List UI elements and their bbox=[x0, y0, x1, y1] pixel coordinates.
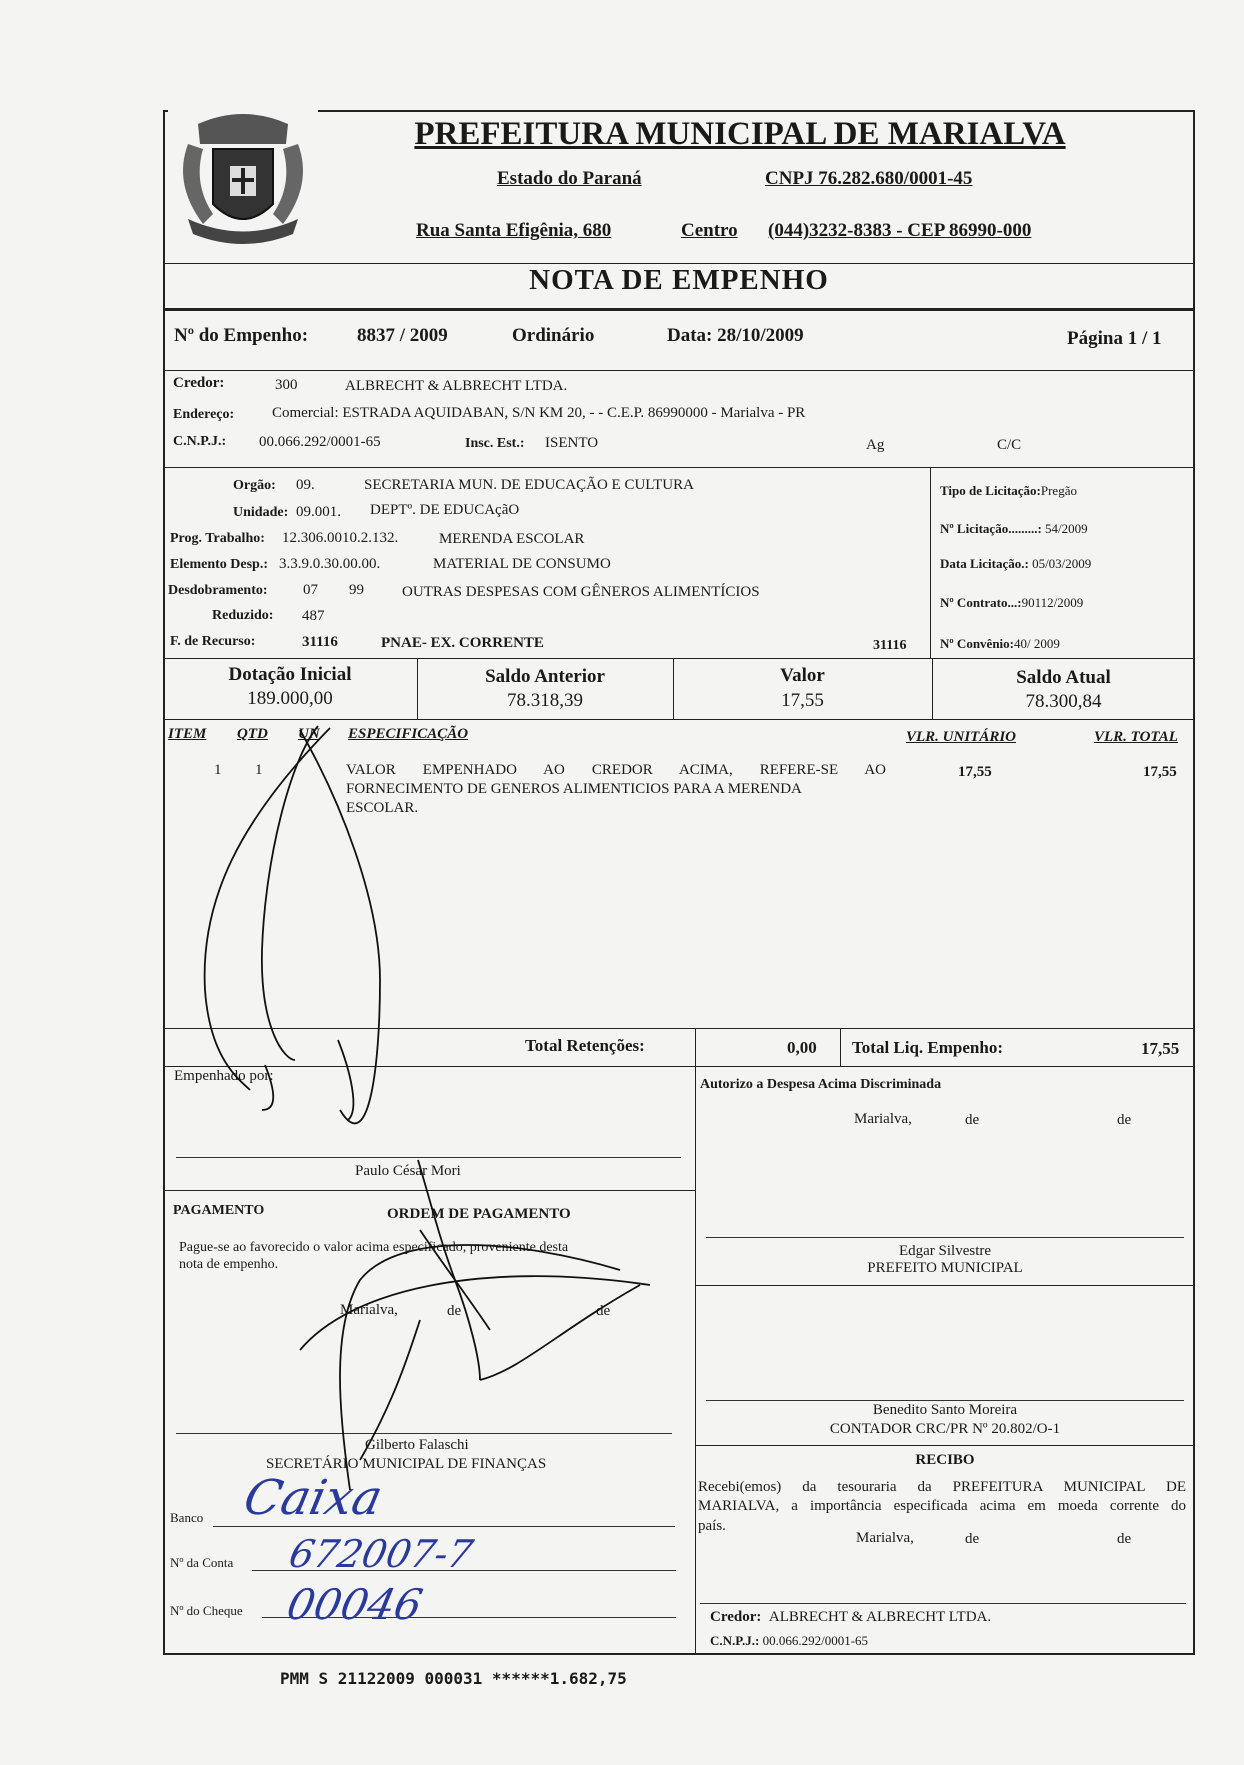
credor-name: ALBRECHT & ALBRECHT LTDA. bbox=[345, 378, 568, 394]
page-title: PREFEITURA MUNICIPAL DE MARIALVA bbox=[414, 116, 1066, 152]
page-number: Página 1 / 1 bbox=[1067, 328, 1162, 349]
conta-value: 672007-7 bbox=[285, 1532, 477, 1576]
retencoes-value: 0,00 bbox=[787, 1038, 817, 1057]
credor-address: Comercial: ESTRADA AQUIDABAN, S/N KM 20, - - C.E.P. 86990000 - Marialva - PR bbox=[272, 405, 806, 421]
banco-label: Banco bbox=[170, 1510, 204, 1525]
row-desc-1: VALOR EMPENHADO AO CREDOR ACIMA, REFERE-SE AO bbox=[346, 762, 886, 778]
desdob-a: 07 bbox=[303, 582, 318, 598]
insc-value: ISENTO bbox=[545, 435, 599, 451]
orgao-label: Orgão: bbox=[233, 478, 276, 493]
contrato-label: Nº Contrato...: bbox=[940, 595, 1022, 610]
insc-label: Insc. Est.: bbox=[465, 436, 525, 451]
liq-value: 17,55 bbox=[1141, 1039, 1180, 1058]
cnpj-field-label: C.N.P.J.: bbox=[173, 434, 227, 449]
secretario-name: Gilberto Falaschi bbox=[365, 1437, 469, 1453]
autorizo-label: Autorizo a Despesa Acima Discriminada bbox=[700, 1077, 942, 1092]
empenho-type: Ordinário bbox=[512, 325, 595, 346]
row-total: 17,55 bbox=[1143, 764, 1177, 780]
secretario-role: SECRETÁRIO MUNICIPAL DE FINANÇAS bbox=[266, 1456, 547, 1472]
payment-stamp: PMM S 21122009 000031 ******1.682,75 bbox=[280, 1669, 627, 1688]
recurso-name: PNAE- EX. CORRENTE bbox=[381, 635, 544, 651]
recibo-text-1: Recebi(emos) da tesouraria da PREFEITURA MUNICIPAL DE bbox=[698, 1479, 1186, 1495]
autorizo-de-1: de bbox=[965, 1112, 980, 1128]
col-un: UN bbox=[298, 726, 320, 742]
row-qtd: 1 bbox=[255, 762, 263, 778]
street-label: Rua Santa Efigênia, 680 bbox=[416, 220, 612, 241]
row-unit: 17,55 bbox=[958, 764, 992, 780]
desdob-b: 99 bbox=[349, 582, 364, 598]
recibo-text-3: país. bbox=[698, 1518, 726, 1534]
recibo-text-2: MARIALVA, a importância especificada acima em moeda corrente do bbox=[698, 1498, 1186, 1514]
autorizo-de-2: de bbox=[1117, 1112, 1132, 1128]
cnpj-label: CNPJ 76.282.680/0001-45 bbox=[765, 168, 973, 189]
col-item: ITEM bbox=[168, 726, 207, 742]
recibo-de-1: de bbox=[965, 1531, 980, 1547]
recibo-cnpj-label: C.N.P.J.: bbox=[710, 1633, 760, 1648]
prog-name: MERENDA ESCOLAR bbox=[439, 531, 585, 547]
valor-value: 17,55 bbox=[781, 690, 824, 711]
empenho-number: 8837 / 2009 bbox=[357, 325, 448, 346]
data-licitacao-label: Data Licitação.: bbox=[940, 556, 1029, 571]
pagamento-de-2: de bbox=[596, 1303, 611, 1319]
ordem-label: ORDEM DE PAGAMENTO bbox=[387, 1206, 571, 1222]
empenho-date: Data: 28/10/2009 bbox=[667, 325, 804, 346]
recurso-label: F. de Recurso: bbox=[170, 634, 256, 649]
unidade-label: Unidade: bbox=[233, 505, 289, 520]
pagamento-city: Marialva, bbox=[340, 1302, 398, 1318]
autorizo-city: Marialva, bbox=[854, 1111, 912, 1127]
row-desc-3: ESCOLAR. bbox=[346, 800, 419, 816]
desdob-name: OUTRAS DESPESAS COM GÊNEROS ALIMENTÍCIOS bbox=[402, 584, 760, 600]
cheque-label: Nº do Cheque bbox=[170, 1603, 243, 1618]
empenhado-name: Paulo César Mori bbox=[355, 1163, 461, 1179]
empenho-number-label: Nº do Empenho: bbox=[174, 325, 309, 346]
municipal-crest-icon bbox=[168, 104, 318, 256]
recibo-credor: ALBRECHT & ALBRECHT LTDA. bbox=[768, 1609, 992, 1625]
reduzido-label: Reduzido: bbox=[212, 608, 274, 623]
document-title: NOTA DE EMPENHO bbox=[529, 264, 829, 296]
orgao-code: 09. bbox=[296, 477, 315, 493]
retencoes-label: Total Retenções: bbox=[525, 1036, 645, 1055]
credor-cnpj: 00.066.292/0001-65 bbox=[259, 434, 381, 450]
saldo-atual-value: 78.300,84 bbox=[1025, 691, 1102, 712]
num-licitacao: 54/2009 bbox=[1045, 521, 1088, 536]
address-label: Endereço: bbox=[173, 407, 235, 422]
saldo-atual-label: Saldo Atual bbox=[1016, 667, 1111, 688]
contador-role: CONTADOR CRC/PR Nº 20.802/O-1 bbox=[829, 1421, 1061, 1437]
col-espec: ESPECIFICAÇÃO bbox=[348, 726, 469, 742]
recurso-code-2: 31116 bbox=[873, 638, 907, 653]
pagamento-text-1: Pague-se ao favorecido o valor acima especificado, proveniente desta bbox=[179, 1240, 569, 1255]
row-desc-2: FORNECIMENTO DE GENEROS ALIMENTICIOS PARA A MERENDA bbox=[346, 781, 802, 797]
elem-code: 3.3.9.0.30.00.00. bbox=[279, 556, 381, 572]
valor-label: Valor bbox=[780, 665, 825, 686]
state-label: Estado do Paraná bbox=[497, 168, 642, 189]
desdob-label: Desdobramento: bbox=[168, 583, 268, 598]
recibo-city: Marialva, bbox=[856, 1530, 914, 1546]
num-licitacao-label: Nº Licitação.........: bbox=[940, 521, 1042, 536]
phone-cep-label: (044)3232-8383 - CEP 86990-000 bbox=[768, 220, 1032, 241]
col-total: VLR. TOTAL bbox=[1094, 729, 1178, 745]
contador-name: Benedito Santo Moreira bbox=[872, 1402, 1018, 1418]
banco-value: Caixa bbox=[239, 1470, 388, 1526]
recibo-label: RECIBO bbox=[915, 1452, 975, 1468]
empenhado-label: Empenhado por: bbox=[174, 1068, 274, 1084]
unidade-code: 09.001. bbox=[296, 504, 341, 520]
col-qtd: QTD bbox=[237, 726, 268, 742]
conta-label: Nº da Conta bbox=[170, 1555, 234, 1570]
prog-code: 12.306.0010.2.132. bbox=[282, 530, 399, 546]
saldo-anterior-label: Saldo Anterior bbox=[485, 666, 605, 687]
unidade-name: DEPTº. DE EDUCAçãO bbox=[370, 502, 520, 518]
row-item: 1 bbox=[214, 762, 222, 778]
col-unit: VLR. UNITÁRIO bbox=[906, 729, 1017, 745]
pagamento-de-1: de bbox=[447, 1303, 462, 1319]
convenio: 40/ 2009 bbox=[1014, 636, 1060, 651]
elem-label: Elemento Desp.: bbox=[170, 557, 268, 572]
cheque-value: 00046 bbox=[282, 1580, 427, 1629]
pagamento-label: PAGAMENTO bbox=[173, 1203, 265, 1218]
tipo-licitacao: Pregão bbox=[1040, 483, 1077, 498]
dotacao-label: Dotação Inicial bbox=[228, 664, 352, 685]
recibo-credor-label: Credor: bbox=[710, 1609, 762, 1625]
recibo-de-2: de bbox=[1117, 1531, 1132, 1547]
prefeito-name: Edgar Silvestre bbox=[898, 1243, 992, 1259]
agency-label: Ag bbox=[866, 437, 885, 453]
elem-name: MATERIAL DE CONSUMO bbox=[433, 556, 611, 572]
recurso-code: 31116 bbox=[302, 634, 338, 650]
dotacao-value: 189.000,00 bbox=[247, 688, 333, 709]
saldo-anterior-value: 78.318,39 bbox=[507, 690, 583, 711]
pagamento-text-2: nota de empenho. bbox=[179, 1257, 279, 1272]
reduzido-value: 487 bbox=[302, 608, 325, 624]
credor-label: Credor: bbox=[173, 375, 225, 391]
tipo-licitacao-label: Tipo de Licitação: bbox=[940, 483, 1041, 498]
liq-label: Total Liq. Empenho: bbox=[852, 1038, 1003, 1057]
district-label: Centro bbox=[681, 220, 738, 241]
convenio-label: Nº Convênio: bbox=[940, 636, 1014, 651]
prefeito-role: PREFEITO MUNICIPAL bbox=[867, 1260, 1023, 1276]
contrato: 90112/2009 bbox=[1021, 595, 1084, 610]
prog-label: Prog. Trabalho: bbox=[170, 531, 265, 546]
orgao-name: SECRETARIA MUN. DE EDUCAÇÃO E CULTURA bbox=[364, 477, 694, 493]
account-label: C/C bbox=[997, 437, 1022, 453]
data-licitacao: 05/03/2009 bbox=[1032, 556, 1092, 571]
credor-code: 300 bbox=[275, 377, 298, 393]
recibo-cnpj: 00.066.292/0001-65 bbox=[762, 1633, 869, 1648]
